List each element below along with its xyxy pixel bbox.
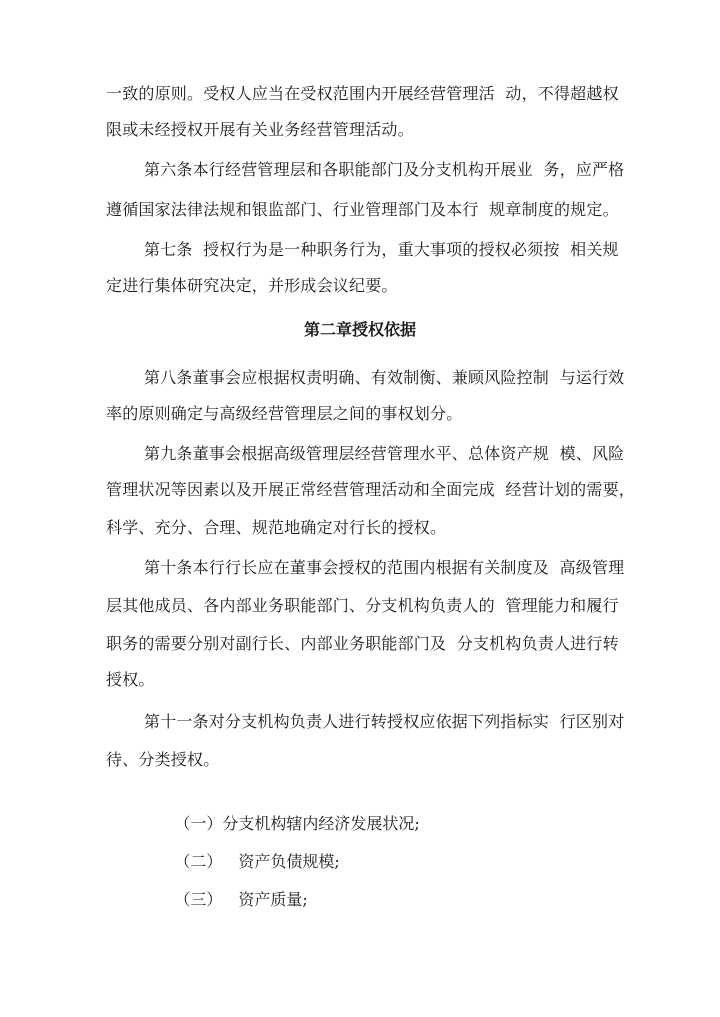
list-item-text: 资产质量;: [238, 890, 308, 909]
article-9-line: 管理状况等因素以及开展正常经营管理活动和全面完成 经营计划的需要，: [106, 480, 635, 499]
article-6-line: 遵循国家法律法规和银监部门、行业管理部门及本行 规章制度的规定。: [106, 200, 619, 219]
article-11-line: 待、分类授权。: [106, 750, 220, 769]
list-item-text: 分支机构辖内经济发展状况;: [222, 814, 420, 833]
paragraph-line: 一致的原则。受权人应当在受权范围内开展经营管理活 动，不得超越权: [106, 84, 619, 103]
article-8-line: 第八条董事会应根据权责明确、有效制衡、兼顾风险控制 与运行效: [144, 368, 625, 387]
article-8-line: 率的原则确定与高级经营管理层之间的事权划分。: [106, 404, 463, 423]
list-item: [154, 870, 308, 930]
article-7-line: 第七条 授权行为是一种职务行为，重大事项的授权必须按 相关规: [144, 240, 619, 259]
chapter-heading: 第二章授权依据: [303, 320, 416, 339]
article-10-line: 授权。: [106, 670, 155, 689]
list-item-text: 资产负债规模;: [238, 852, 340, 871]
article-10-line: 职务的需要分别对副行长、内部业务职能部门及 分支机构负责人进行转: [106, 634, 619, 653]
list-item-number: （一）: [174, 814, 223, 833]
list-item-number: （二）: [174, 852, 223, 871]
paragraph-line: 限或未经授权开展有关业务经营管理活动。: [106, 120, 414, 139]
article-7-line: 定进行集体研究决定，并形成会议纪要。: [106, 276, 398, 295]
article-11-line: 第十一条对分支机构负责人进行转授权应依据下列指标实 行区别对: [144, 712, 625, 731]
article-10-line: 层其他成员、各内部业务职能部门、分支机构负责人的 管理能力和履行: [106, 596, 619, 615]
article-9-line: 科学、充分、合理、规范地确定对行长的授权。: [106, 518, 447, 537]
article-10-line: 第十条本行行长应在董事会授权的范围内根据有关制度及 高级管理: [144, 558, 625, 577]
article-9-line: 第九条董事会根据高级管理层经营管理水平、总体资产规 模、风险: [144, 444, 625, 463]
article-6-line: 第六条本行经营管理层和各职能部门及分支机构开展业 务，应严格: [144, 160, 625, 179]
list-item-number: （三）: [174, 890, 223, 909]
